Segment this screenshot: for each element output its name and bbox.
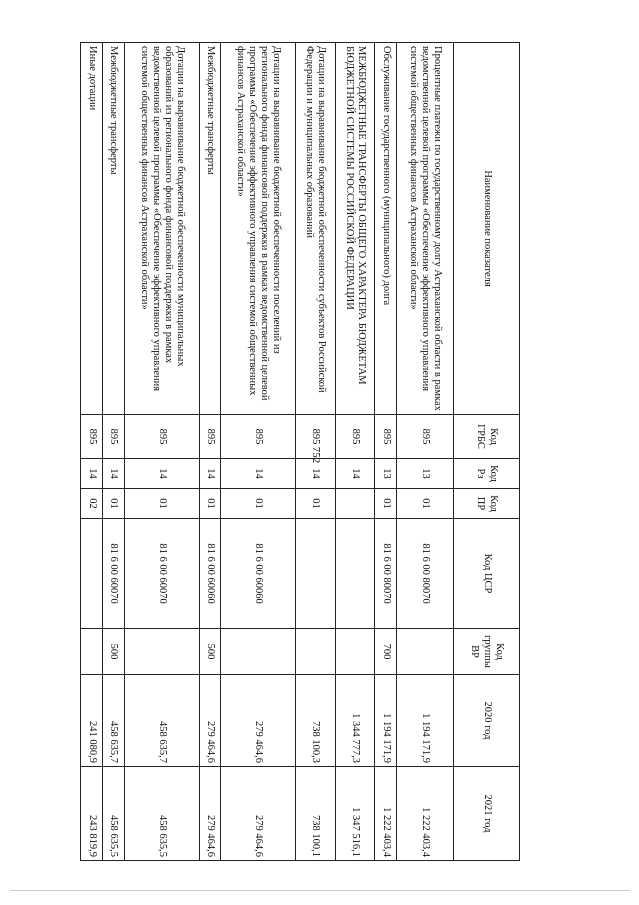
cell-rz: 14: [124, 459, 199, 489]
page-edge-line: [10, 890, 630, 891]
cell-y2021: 279 464,6: [199, 767, 221, 861]
cell-rz: 14: [221, 459, 296, 489]
cell-vr: 700: [375, 629, 397, 675]
cell-rz: 14: [81, 459, 103, 489]
page-number: 752: [310, 446, 322, 464]
cell-vr: [81, 629, 103, 675]
table-row: [199, 43, 221, 861]
cell-csr: 81 6 00 60070: [103, 519, 125, 629]
cell-name: Иные дотации: [81, 43, 103, 415]
cell-pr: [335, 489, 374, 519]
cell-y2020: 241 080,9: [81, 675, 103, 767]
cell-pr: 02: [81, 489, 103, 519]
cell-csr: 81 6 00 60060: [221, 519, 296, 629]
cell-y2020: 458 635,7: [103, 675, 125, 767]
header-name: Наименование показателя: [454, 43, 520, 415]
cell-rz: 14: [335, 459, 374, 489]
cell-name: Дотации на выравнивание бюджетной обеспеченности поселений из регионального фонда финансовой поддержки в рамках ведомственной целевой программы «Обеспечение эффективного управления системой общественных финансов Астраханской области»: [221, 43, 296, 415]
cell-rz: 14: [199, 459, 221, 489]
cell-csr: [335, 519, 374, 629]
cell-grbs: 895: [221, 415, 296, 459]
cell-csr: [81, 519, 103, 629]
cell-grbs: 895: [81, 415, 103, 459]
cell-y2020: 1 194 171,9: [375, 675, 397, 767]
cell-grbs: 895: [375, 415, 397, 459]
cell-name: Обслуживание государственного (муниципального) долга: [375, 43, 397, 415]
cell-csr: 81 6 00 60070: [124, 519, 199, 629]
table-row: [103, 43, 125, 861]
table-header-row: [454, 43, 520, 861]
cell-y2020: 1 194 171,9: [396, 675, 453, 767]
cell-vr: [124, 629, 199, 675]
cell-y2021: 738 100,1: [296, 767, 335, 861]
cell-pr: 01: [124, 489, 199, 519]
cell-vr: [335, 629, 374, 675]
cell-pr: 01: [396, 489, 453, 519]
cell-grbs: 895: [199, 415, 221, 459]
cell-y2020: 738 100,3: [296, 675, 335, 767]
cell-grbs: 895: [296, 415, 335, 459]
cell-y2021: 1 347 516,1: [335, 767, 374, 861]
table-row: [396, 43, 453, 861]
budget-table: [80, 42, 520, 861]
cell-y2020: 279 464,6: [221, 675, 296, 767]
cell-grbs: 895: [396, 415, 453, 459]
cell-name: Межбюджетные трансферты: [199, 43, 221, 415]
table-row: [124, 43, 199, 861]
table-row: [221, 43, 296, 861]
cell-pr: 01: [221, 489, 296, 519]
table-row: [335, 43, 374, 861]
cell-name: МЕЖБЮДЖЕТНЫЕ ТРАНСФЕРТЫ ОБЩЕГО ХАРАКТЕРА БЮДЖЕТАМ БЮДЖЕТНОЙ СИСТЕМЫ РОССИЙСКОЙ ФЕДЕРАЦИИ: [335, 43, 374, 415]
cell-y2021: 1 222 403,4: [375, 767, 397, 861]
cell-name: Межбюджетные трансферты: [103, 43, 125, 415]
cell-rz: 14: [296, 459, 335, 489]
header-rz: Код Рз: [454, 459, 520, 489]
cell-grbs: 895: [335, 415, 374, 459]
cell-vr: [221, 629, 296, 675]
header-vr: Код группы ВР: [454, 629, 520, 675]
cell-y2021: 279 464,6: [221, 767, 296, 861]
cell-pr: 01: [199, 489, 221, 519]
cell-y2020: 279 464,6: [199, 675, 221, 767]
cell-vr: [296, 629, 335, 675]
rotated-page: [80, 42, 520, 860]
header-2021: 2021 год: [454, 767, 520, 861]
cell-name: Процентные платежи по государственному долгу Астраханской области в рамках ведомственной целевой программы «Обеспечение эффективного управления системой общественных финансов Астраханской области»: [396, 43, 453, 415]
cell-vr: 500: [103, 629, 125, 675]
cell-csr: 81 6 00 80070: [396, 519, 453, 629]
cell-y2020: 1 344 777,3: [335, 675, 374, 767]
table-row: [81, 43, 103, 861]
cell-y2021: 243 819,9: [81, 767, 103, 861]
header-pr: Код ПР: [454, 489, 520, 519]
header-2020: 2020 год: [454, 675, 520, 767]
cell-vr: [396, 629, 453, 675]
header-grbs: Код ГРБС: [454, 415, 520, 459]
table-row: [375, 43, 397, 861]
cell-y2020: 458 635,7: [124, 675, 199, 767]
cell-pr: 01: [375, 489, 397, 519]
cell-name: Дотации на выравнивание бюджетной обеспеченности субъектов Российской Федерации и муниципальных образований: [296, 43, 335, 415]
table-row: [296, 43, 335, 861]
cell-rz: 13: [396, 459, 453, 489]
cell-rz: 14: [103, 459, 125, 489]
cell-pr: 01: [296, 489, 335, 519]
cell-csr: 81 6 00 80070: [375, 519, 397, 629]
cell-name: Дотации на выравнивание бюджетной обеспеченности муниципальных образований из регионального фонда финансовой поддержки в рамках ведомственной целевой программы «Обеспечение эффективного управления системой общественных финансов Астраханской области»: [124, 43, 199, 415]
cell-y2021: 1 222 403,4: [396, 767, 453, 861]
cell-y2021: 458 635,5: [103, 767, 125, 861]
cell-csr: 81 6 00 60060: [199, 519, 221, 629]
header-csr: Код ЦСР: [454, 519, 520, 629]
cell-grbs: 895: [103, 415, 125, 459]
cell-vr: 500: [199, 629, 221, 675]
cell-grbs: 895: [124, 415, 199, 459]
cell-y2021: 458 635,5: [124, 767, 199, 861]
cell-pr: 01: [103, 489, 125, 519]
cell-csr: [296, 519, 335, 629]
cell-rz: 13: [375, 459, 397, 489]
